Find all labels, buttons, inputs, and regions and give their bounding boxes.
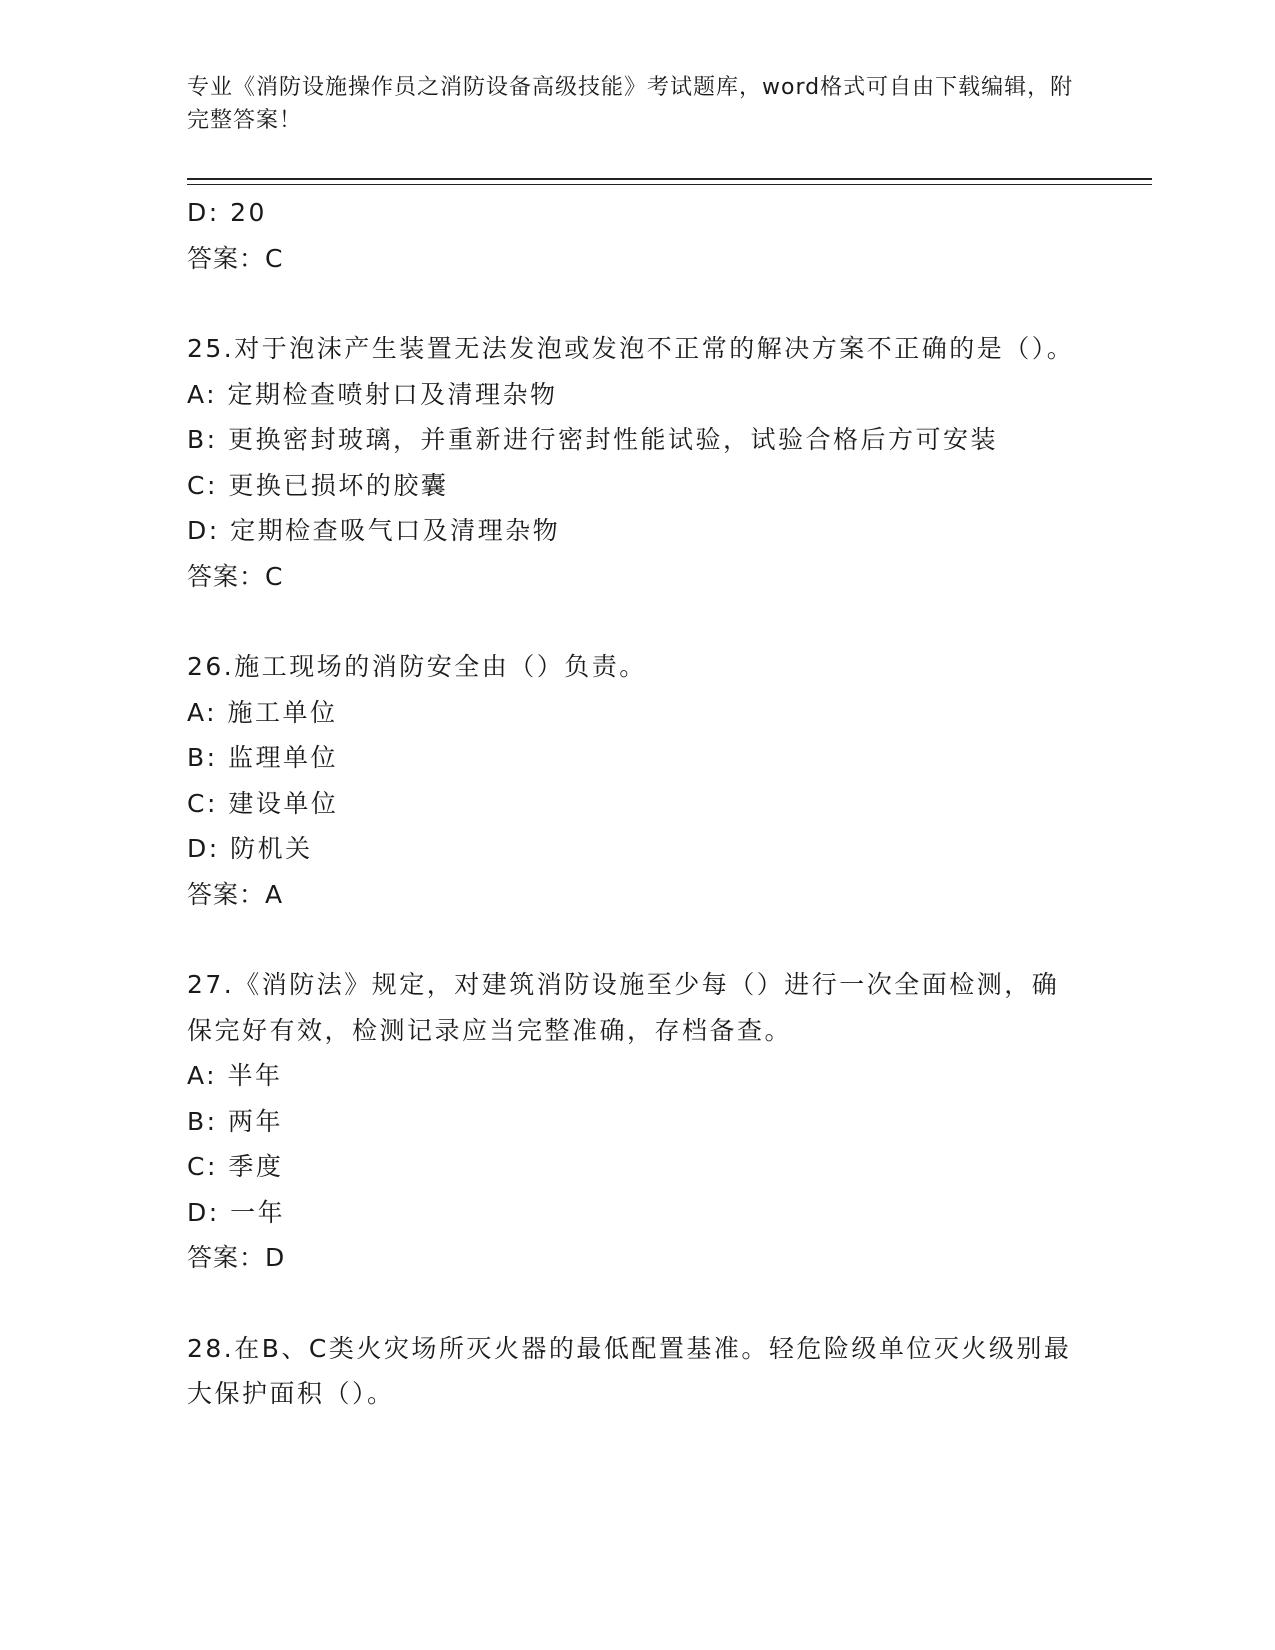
spacer — [187, 599, 1077, 644]
question-25 — [187, 326, 1077, 599]
question-27 — [187, 962, 1077, 1281]
answer: 答案：A — [187, 879, 284, 909]
option-d: D: 防机关 — [187, 834, 313, 863]
answer: 答案：D — [187, 1243, 286, 1272]
option-b: B: 更换密封玻璃，并重新进行密封性能试验，试验合格后方可安装 — [187, 425, 999, 454]
option-c: C: 季度 — [187, 1152, 284, 1181]
question-stem: 28.在B、C类火灾场所灭火器的最低配置基准。轻危险级单位灭火级别最大保护面积（）。 — [187, 1333, 1072, 1408]
option-d: D: 一年 — [187, 1197, 286, 1227]
page-header: 专业《消防设施操作员之消防设备高级技能》考试题库，word格式可自由下载编辑，附完整答案！ — [187, 75, 1074, 133]
option-a: A: 半年 — [187, 1061, 283, 1090]
option-c: C: 更换已损坏的胶囊 — [187, 470, 449, 500]
option-d-fragment: D: 20 — [187, 198, 267, 227]
spacer — [187, 917, 1077, 962]
spacer — [187, 1281, 1077, 1326]
option-b: B: 监理单位 — [187, 743, 339, 772]
answer-fragment: 答案：C — [187, 243, 284, 273]
question-list — [187, 190, 1077, 1417]
question-stem: 25.对于泡沫产生装置无法发泡或发泡不正常的解决方案不正确的是（）。 — [187, 334, 1075, 363]
question-stem: 27.《消防法》规定，对建筑消防设施至少每（）进行一次全面检测，确保完好有效，检测记录应当完整准确，存档备查。 — [187, 970, 1060, 1045]
spacer — [187, 281, 1077, 326]
question-28 — [187, 1326, 1077, 1417]
option-c: C: 建设单位 — [187, 788, 339, 818]
option-a: A: 定期检查喷射口及清理杂物 — [187, 379, 558, 409]
header-divider-thick — [187, 178, 1152, 180]
option-b: B: 两年 — [187, 1106, 284, 1136]
question-stem: 26.施工现场的消防安全由（）负责。 — [187, 652, 647, 681]
option-a: A: 施工单位 — [187, 697, 338, 727]
header-divider-thin — [187, 184, 1152, 185]
question-26 — [187, 644, 1077, 917]
answer: 答案：C — [187, 561, 284, 591]
option-d: D: 定期检查吸气口及清理杂物 — [187, 516, 561, 545]
